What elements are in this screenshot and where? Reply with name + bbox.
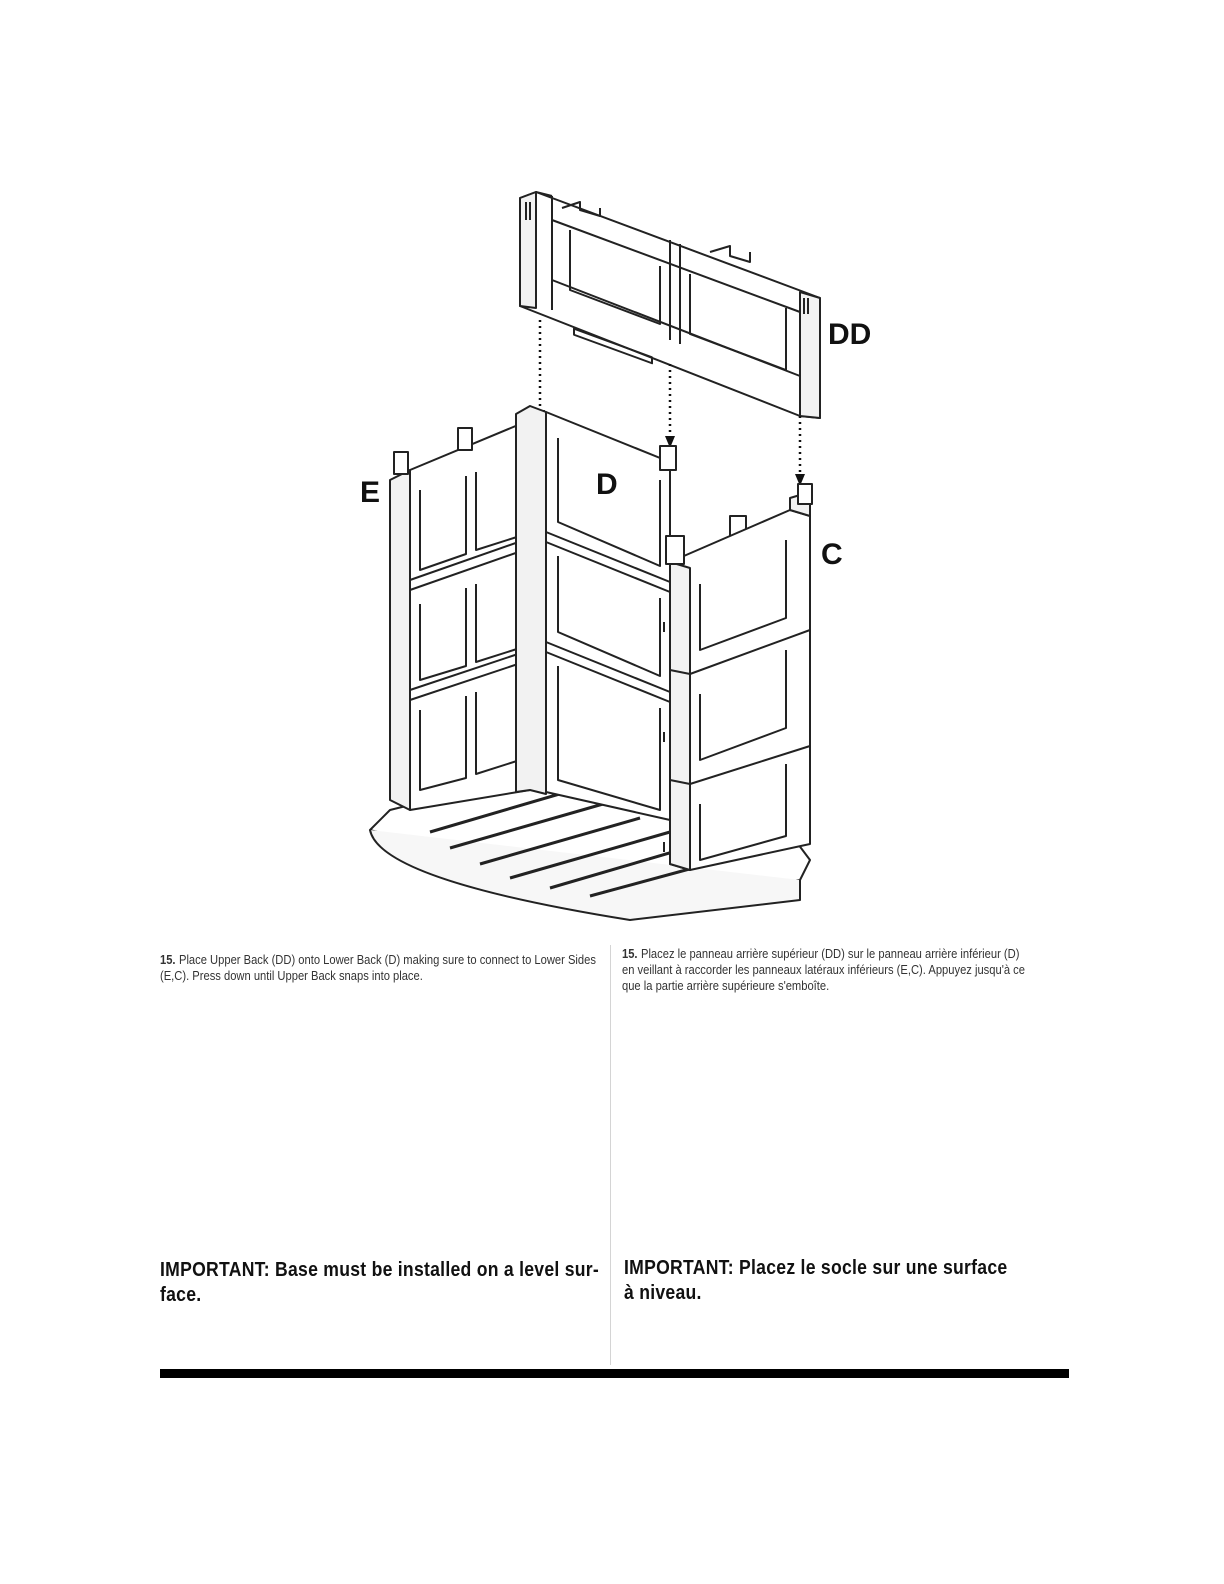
part-label-dd: DD [828, 318, 872, 351]
upper-back-panel-dd [520, 192, 820, 418]
step-text-french: Placez le panneau arrière supérieur (DD) sur le panneau arrière inférieur (D) en veillant à raccorder les panneaux latéraux inférieurs (E,C). Appuyez jusqu'à ce que la partie arrière supérieure s'emboîte. [622, 946, 1025, 993]
step-number-french: 15. [622, 946, 638, 961]
part-label-c: C [821, 538, 843, 571]
important-note-english [160, 1258, 600, 1308]
important-prefix-english: IMPORTANT: [160, 1259, 270, 1281]
important-note-french [624, 1256, 1011, 1306]
step-instruction-english [160, 952, 599, 984]
step-text-english: Place Upper Back (DD) onto Lower Back (D) making sure to connect to Lower Sides (E,C). Press down until Upper Back snaps into place. [160, 952, 596, 983]
step-instruction-french [622, 946, 1035, 994]
important-prefix-french: IMPORTANT: [624, 1257, 734, 1279]
part-label-d: D [596, 468, 618, 501]
column-divider [610, 945, 611, 1365]
important-text-french: Placez le socle sur une surface à niveau. [624, 1257, 1008, 1304]
cabinet-diagram [330, 180, 890, 940]
lower-cabinet [370, 406, 812, 920]
assembly-illustration [330, 180, 890, 940]
step-number: 15. [160, 952, 176, 967]
bottom-rule [160, 1369, 1069, 1378]
important-text-english: Base must be installed on a level sur-face. [160, 1259, 600, 1306]
part-label-e: E [360, 476, 381, 509]
